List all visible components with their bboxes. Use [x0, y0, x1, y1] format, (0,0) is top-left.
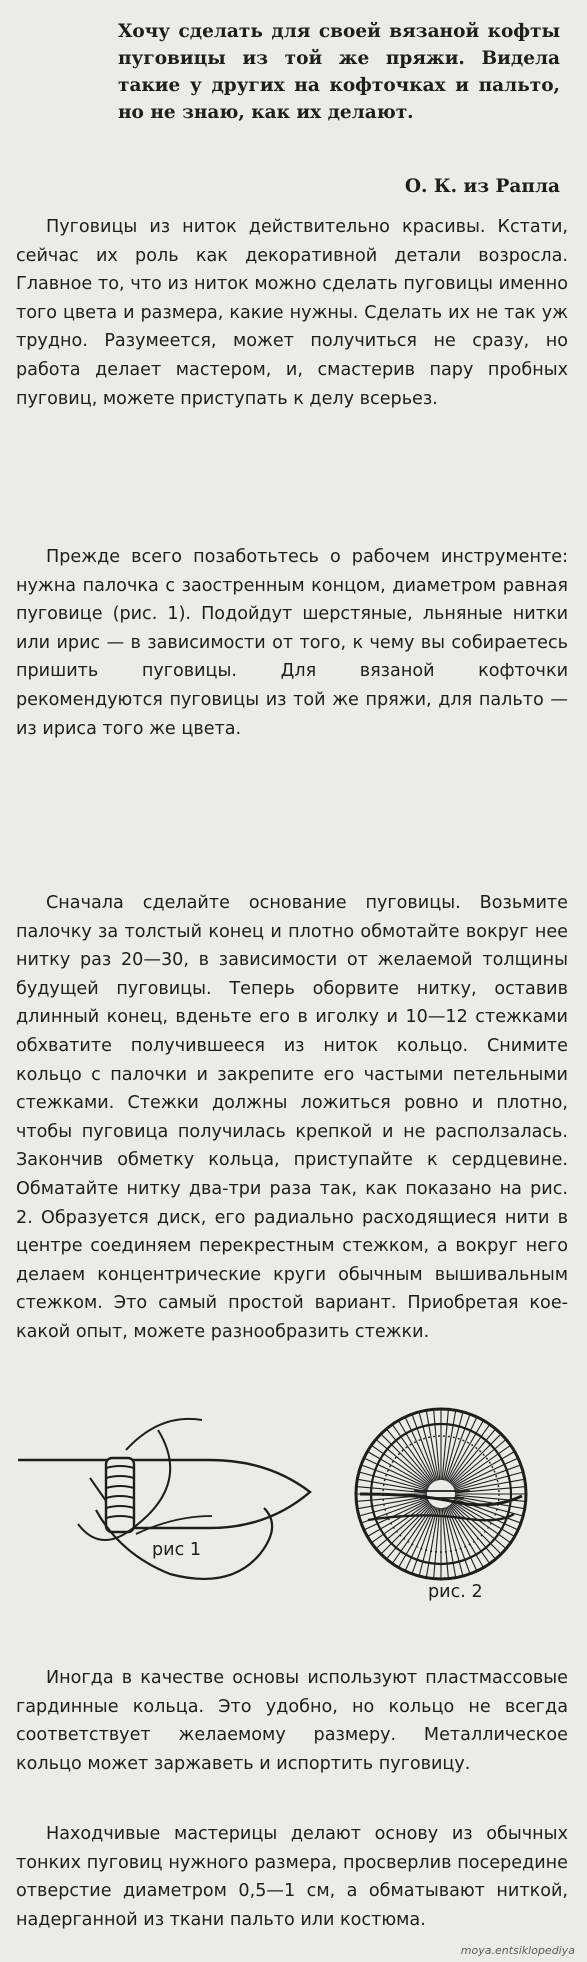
answer-paragraph-3 [16, 889, 568, 1347]
paragraph-text: Находчивые мастерицы делают основу из обычных тонких пуговиц нужного размера, просверлив посередине отверстие диаметром 0,5—1 см, а обматывают ниткой, надерганной из ткани пальто или костюма. [16, 1824, 568, 1930]
answer-paragraph-1 [16, 213, 568, 413]
disk-ray [382, 1435, 431, 1484]
figure-2-disk-illustration [356, 1409, 526, 1579]
disk-ray [451, 1435, 500, 1484]
watermark: moya.entsiklopediya [460, 1944, 575, 1957]
answer-paragraph-2 [16, 543, 568, 743]
illustrations [0, 1378, 587, 1658]
figure-1-caption: рис 1 [152, 1540, 202, 1560]
paragraph-text: Сначала сделайте основание пуговицы. Возьмите палочку за толстый конец и плотно обмотайте вокруг нее нитку раз 20—30, в зависимости от желаемой толщины будущей пуговицы. Теперь оборвите нитку, оставив длинный конец, вденьте его в иголку и 10—12 стежками обхватите получившееся из ниток кольцо. Снимите кольцо с палочки и закрепите его частыми петельными стежками. Стежки должны ложиться ровно и плотно, чтобы пуговица получилась крепкой и не расползалась. Закончив обметку кольца, приступайте к сердцевине. Обматайте нитку два-три раза так, как показано на рис. 2. Образуется диск, его радиально расходящиеся нити в центре соединяем перекрестным стежком, а вокруг него делаем концентрические круги обычным вышивальным стежком. Это самый простой вариант. Приобретая кое-какой опыт, можете разнообразить стежки. [16, 893, 568, 1342]
paragraph-text: Пуговицы из ниток действительно красивы. Кстати, сейчас их роль как декоративной детали возросла. Главное то, что из ниток можно сделать пуговицы именно того цвета и размера, какие нужны. Сделать их не так уж трудно. Разумеется, может получиться не сразу, но работа делает мастером, и, смастерив пару пробных пуговиц, можете приступать к делу всерьез. [16, 217, 568, 409]
disk-ray [382, 1504, 431, 1553]
answer-paragraph-4 [16, 1664, 568, 1778]
answer-paragraph-5 [16, 1820, 568, 1934]
disk-ray [451, 1504, 500, 1553]
paragraph-text: Иногда в качестве основы используют пластмассовые гардинные кольца. Это удобно, но кольцо не всегда соответствует желаемому размеру. Металлическое кольцо может заржаветь и испортить пуговицу. [16, 1668, 568, 1774]
figure-2-caption: рис. 2 [428, 1582, 483, 1602]
paragraph-text: Прежде всего позаботьтесь о рабочем инструменте: нужна палочка с заостренным концом, диаметром равная пуговице (рис. 1). Подойдут шерстяные, льняные нитки или ирис — в зависимости от того, к чему вы собираетесь пришить пуговицы. Для вязаной кофточки рекомендуются пуговицы из той же пряжи, для пальто — из ириса того же цвета. [16, 547, 568, 739]
reader-letter [118, 18, 560, 126]
reader-letter-text: Хочу сделать для своей вязаной кофты пуговицы из той же пряжи. Видела такие у других на кофточках и пальто, но не знаю, как их делают. [118, 21, 560, 123]
letter-signature: О. К. из Рапла [404, 176, 560, 197]
